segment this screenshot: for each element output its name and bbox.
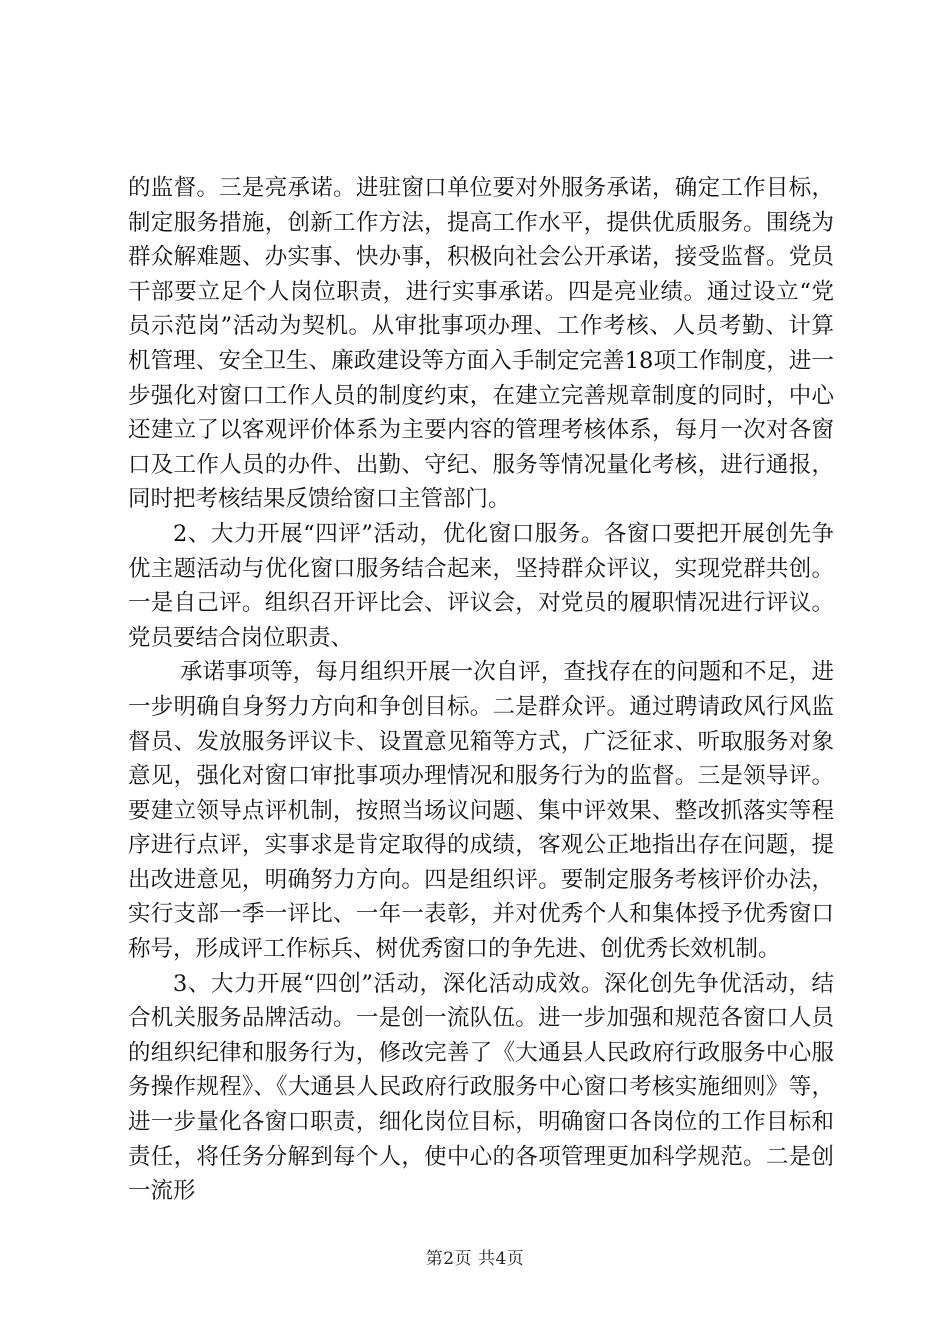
paragraph-four-creations: 3、大力开展“四创”活动，深化活动成效。深化创先争优活动，结合机关服务品牌活动。一是创一流队伍。进一步加强和规范各窗口人员的组织纪律和服务行为，修改完善了《大通县人民政府行政服务中心服务操作规程》、《大通县人民政府行政服务中心窗口考核实施细则》等，进一步量化各窗口职责，细化岗位目标，明确窗口各岗位的工作目标和责任，将任务分解到每个人，使中心的各项管理更加科学规范。二是创一流形 (128, 970, 834, 1205)
paragraph-supervision: 的监督。三是亮承诺。进驻窗口单位要对外服务承诺，确定工作目标，制定服务措施，创新工作方法，提高工作水平，提供优质服务。围绕为群众解难题、办实事、快办事，积极向社会公开承诺，接受监督。党员干部要立足个人岗位职责，进行实事承诺。四是亮业绩。通过设立“党员示范岗”活动为契机。从审批事项办理、工作考核、人员考勤、计算机管理、安全卫生、廉政建设等方面入手制定完善18项工作制度，进一步强化对窗口工作人员的制度约束，在建立完善规章制度的同时，中心还建立了以客观评价体系为主要内容的管理考核体系，每月一次对各窗口及工作人员的办件、出勤、守纪、服务等情况量化考核，进行通报，同时把考核结果反馈给窗口主管部门。 (128, 175, 834, 513)
paragraph-four-evaluations: 2、大力开展“四评”活动，优化窗口服务。各窗口要把开展创先争优主题活动与优化窗口服务结合起来，坚持群众评议，实现党群共创。一是自己评。组织召开评比会、评议会，对党员的履职情况进行评议。党员要结合岗位职责、 (128, 520, 834, 651)
page-footer: 第2页 共4页 (425, 1249, 525, 1269)
paragraph-evaluation-continued: 承诺事项等，每月组织开展一次自评，查找存在的问题和不足，进一步明确自身努力方向和争创目标。二是群众评。通过聘请政风行风监督员、发放服务评议卡、设置意见箱等方式，广泛征求、听取服务对象意见，强化对窗口审批事项办理情况和服务行为的监督。三是领导评。要建立领导点评机制，按照当场议问题、集中评效果、整改抓落实等程序进行点评，实事求是肯定取得的成绩，客观公正地指出存在问题，提出改进意见，明确努力方向。四是组织评。要制定服务考核评价办法，实行支部一季一评比、一年一表彰，并对优秀个人和集体授予优秀窗口称号，形成评工作标兵、树优秀窗口的争先进、创优秀长效机制。 (128, 659, 834, 963)
body-text (128, 171, 834, 1209)
